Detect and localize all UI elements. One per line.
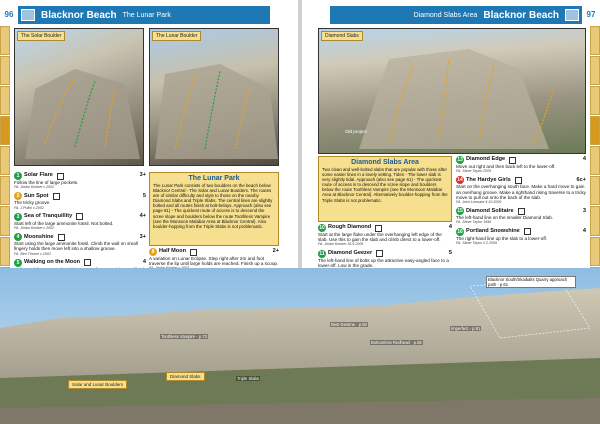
solar-lunar-pano-label: Solar and Lunar Boulders — [68, 380, 127, 389]
first-ascent: FA. John Leonard 4.10.2009 — [456, 200, 502, 205]
map-thumb-icon — [21, 9, 35, 21]
route-title — [456, 176, 586, 184]
route-description: The left-hand line on the smaller Diamond Slab. — [456, 215, 554, 221]
route-grade: 4 — [582, 228, 586, 235]
tick-box-icon[interactable] — [375, 225, 382, 232]
route-number-badge: 10 — [319, 225, 325, 231]
route-grade: 3 — [582, 207, 586, 214]
route-name: Sea of Tranquillity — [24, 213, 73, 220]
tab[interactable] — [590, 206, 600, 235]
old-project-label: Old project — [345, 129, 367, 134]
tick-box-icon[interactable] — [509, 157, 516, 164]
tab-active[interactable] — [590, 116, 600, 145]
route-description: The right-hand line up the slab to a lower-off. — [456, 235, 548, 241]
route-number-badge: 3 — [14, 213, 22, 221]
route-number-badge: 8 — [149, 248, 157, 256]
route-title — [149, 248, 279, 256]
solar-boulder-photo — [14, 28, 144, 166]
route-grade: 3+ — [139, 233, 146, 240]
route-number-badge: 16 — [457, 228, 463, 235]
bottomless-label: Bottomless Redhead - p.55 — [371, 340, 422, 345]
route-description: Move out right and then back left to the lower-off. — [456, 164, 556, 169]
lunar-park-title: The Lunar Park — [188, 175, 240, 182]
tick-box-icon[interactable] — [57, 173, 64, 180]
triple-slabs-label: Triple Slabs — [237, 376, 259, 381]
tick-box-icon[interactable] — [515, 177, 522, 184]
tab[interactable] — [590, 86, 600, 115]
route-description: A variation on Lunar Eclipse. Step right after 2m and foot traverse the lip until large holds are reached. Finish up a scoop. — [149, 256, 279, 267]
left-title: Blacknor Beach — [41, 9, 117, 21]
right-title: Blacknor Beach — [483, 9, 559, 21]
page-number-right: 97 — [582, 6, 600, 24]
tick-box-icon[interactable] — [76, 213, 83, 220]
diamond-slabs-photo — [318, 28, 586, 154]
first-ascent: FA. Steve Taylor 2005 — [456, 169, 492, 174]
route-grade: 4 — [448, 224, 452, 231]
route-entry — [14, 172, 146, 190]
route-grade: 5 — [448, 250, 452, 256]
first-ascent: FA. Steve Taylor 1996 — [456, 220, 492, 225]
diamond-slabs-pano-label: Diamond Slabs — [166, 372, 205, 381]
tab[interactable] — [590, 176, 600, 205]
route-number-badge: 2 — [14, 192, 22, 200]
first-ascent: FA. Jimbo Kimber c.2002 — [14, 185, 55, 190]
right-header — [330, 6, 600, 24]
lunar-label: The Lunar Boulder — [152, 31, 201, 41]
right-subtitle: Diamond Slabs Area — [413, 11, 478, 19]
route-entry — [14, 192, 146, 210]
route-entry — [14, 213, 146, 231]
tick-box-icon[interactable] — [376, 250, 383, 257]
route-entry — [14, 233, 146, 257]
route-grade: 4 — [142, 259, 146, 266]
tick-box-icon[interactable] — [518, 208, 525, 215]
diamond-label: Diamond Slabs — [321, 31, 363, 41]
tick-box-icon[interactable] — [524, 228, 531, 235]
diamond-box-title: Diamond Slabs Area — [351, 159, 419, 166]
route-number-badge: 5 — [14, 259, 22, 267]
route-name: Half Moon — [159, 248, 187, 255]
first-ascent: FA. Steve Taylor 2.2.2006 — [456, 240, 498, 245]
first-ascent: FA. Jimbo Kimber 15.5.2009 — [318, 242, 364, 247]
route-description: Start left of the large ammonite fossil. Not bolted. — [14, 220, 114, 226]
map-thumb-icon — [565, 9, 579, 21]
route-title — [14, 259, 146, 267]
diamond-box — [318, 156, 452, 222]
route-description: Start on the overhanging south face. Make a hard move to gain an overhang groove. Make a righthand rising traverse to a tricky move to pull out onto the back of the slab. — [456, 184, 586, 200]
best-dentine-label: Best Dentine - p.50 — [331, 322, 367, 327]
route-name: Rough Diamond — [328, 224, 372, 231]
route-title — [14, 233, 146, 241]
route-title — [456, 207, 586, 215]
tab-active[interactable] — [0, 116, 10, 145]
route-name: Moonshine — [24, 233, 54, 240]
route-description: The tricky groove. — [14, 200, 51, 206]
route-number-badge: 11 — [319, 250, 325, 257]
tab[interactable] — [0, 237, 10, 266]
route-description: Start at the large flake under the overhanging left edge of the slab. Use this to gain the slab and climb direct to a lower-off. — [318, 232, 442, 243]
route-title — [318, 250, 452, 258]
route-name: Portland Snowshine — [466, 228, 520, 235]
route-title — [456, 156, 586, 164]
tab[interactable] — [0, 146, 10, 175]
solar-label: The Solar Boulder — [17, 31, 65, 41]
tab[interactable] — [0, 86, 10, 115]
lunar-boulder-photo — [149, 28, 279, 166]
route-description: The left-hand line of bolts up the attractive easy-angled face to a lower-off. Low in the grade. — [318, 257, 449, 268]
route-title — [318, 224, 452, 232]
route-grade: 3+ — [139, 172, 146, 179]
approach-path-label: Blacknor South/Skaibalts Quarry approach path - p.61 — [486, 276, 576, 288]
route-name: Sun Spot — [24, 192, 49, 199]
toothless-label: Toothless Vampire - p.73 — [161, 334, 208, 339]
first-ascent: FA. Ben Thorne c.2002 — [14, 251, 51, 256]
route-title — [456, 228, 586, 236]
route-grade: 5 — [142, 192, 146, 199]
route-name: Solar Flare — [24, 172, 53, 179]
imperfect-label: Imperfect - p.81 — [451, 326, 481, 331]
route-number-badge: 4 — [14, 233, 22, 241]
route-name: Diamond Edge — [466, 156, 506, 163]
tab[interactable] — [590, 237, 600, 266]
route-number-badge: 14 — [457, 177, 463, 184]
route-title — [14, 172, 146, 180]
route-list-right — [456, 156, 586, 248]
tab[interactable] — [0, 56, 10, 85]
route-entry — [456, 228, 586, 246]
route-description: Follow the line of large pockets. — [14, 180, 79, 185]
route-name: Walking on the Moon — [24, 259, 81, 266]
tab[interactable] — [0, 206, 10, 235]
tab[interactable] — [0, 26, 10, 55]
tick-box-icon[interactable] — [58, 234, 65, 241]
route-entry — [456, 176, 586, 205]
route-entry — [456, 207, 586, 225]
route-grade: 2+ — [272, 248, 279, 255]
left-subtitle: The Lunar Park — [122, 11, 171, 19]
route-number-badge: 1 — [14, 172, 22, 180]
page-number-left: 96 — [0, 6, 18, 24]
diamond-box-text: Two clean and well-bolted slabs that are popular with those after some easier lines in a lovely setting. Tides - The lower slab is very slightly tidal. Approach (also see page 61) - The quickest route of access is to descend the scree slope and boulders below the route Toothless Vampire (see the Monsoon Malabar Area at Blacknor Central). Alternatively boulder-hopping from the Triple Slabs is not problematic. — [322, 167, 448, 203]
left-header — [0, 6, 270, 24]
route-description: Start using the large ammonite fossil. Climb the wall on small fingery holds then move left into a shallow groove. — [14, 241, 138, 252]
tab[interactable] — [590, 56, 600, 85]
route-grade: 4+ — [139, 213, 146, 220]
route-name: Diamond Geezer — [328, 250, 373, 256]
route-entry — [318, 224, 452, 248]
route-entry — [456, 156, 586, 174]
route-name: Diamond Solitaire — [466, 207, 514, 214]
tab[interactable] — [590, 26, 600, 55]
tab[interactable] — [590, 146, 600, 175]
lunar-park-text: The Lunar Park consists of two boulders on the beach below Blacknor Central - The Solar and Lunar Boulders. The routes are of similar difficulty and style to those on the nearby Diamond Slabs and Triple Slabs. The central lines are slightly bolted and all routes finish at bolt-belays. Approach (also see page 61) - The quickest route of access is to descend the scree slope and boulders below the route Toothless Vampire (see the Monsoon Malabar Area at Blacknor Central). Also boulder-hopping from the Triple Slabs is not problematic. — [153, 183, 273, 229]
tick-box-icon[interactable] — [190, 249, 197, 256]
cliff-panorama — [0, 268, 600, 424]
tab[interactable] — [0, 176, 10, 205]
route-number-badge: 15 — [457, 208, 463, 215]
route-name: The Hardye Girls — [466, 176, 511, 183]
first-ascent: FA. J.Pullin c.2002 — [14, 205, 44, 210]
route-number-badge: 13 — [457, 157, 463, 163]
route-grade: 6c+ — [576, 176, 586, 183]
first-ascent: FA. Jimbo Kimber c.2002 — [14, 226, 55, 231]
route-grade: 4 — [582, 156, 586, 163]
tick-box-icon[interactable] — [53, 193, 60, 200]
tick-box-icon[interactable] — [84, 259, 91, 266]
route-title — [14, 213, 146, 221]
route-title — [14, 192, 146, 200]
lunar-park-box — [149, 172, 279, 246]
